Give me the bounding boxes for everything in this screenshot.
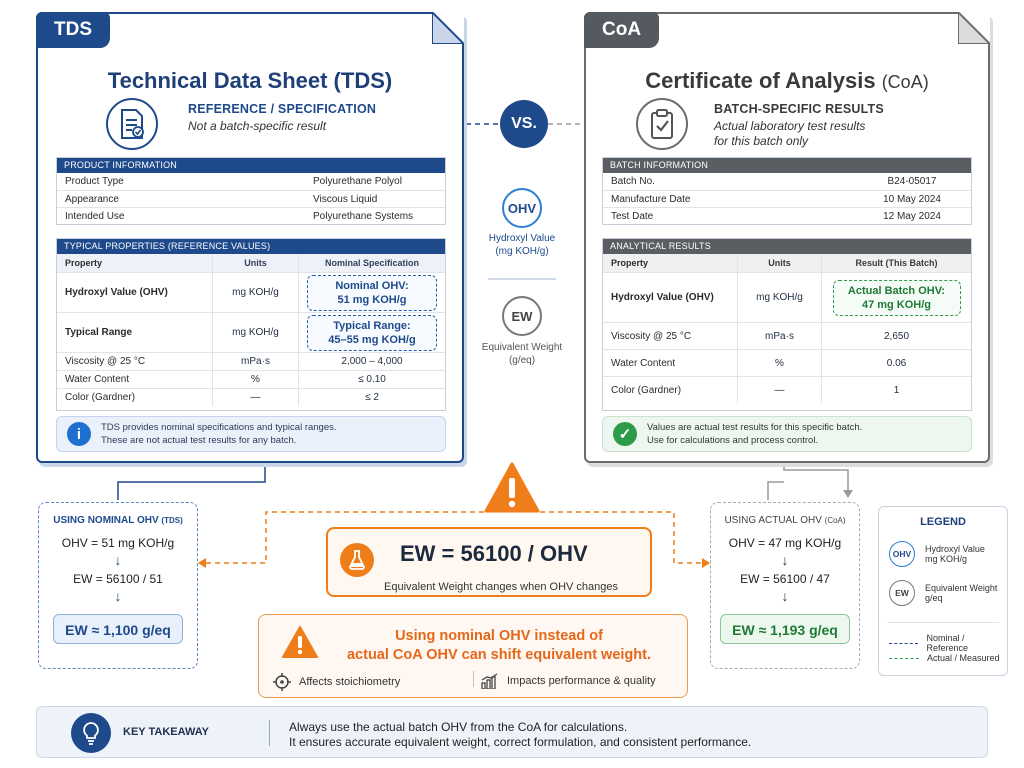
actual-calc-heading	[711, 515, 859, 526]
column-header: Property	[611, 258, 649, 268]
page-fold-icon	[958, 12, 990, 44]
highlight-line: Actual Batch OHV:	[847, 284, 946, 297]
dashed-line-green	[889, 658, 919, 659]
coa-sub-text: for this batch only	[714, 134, 809, 148]
cell-label: Manufacture Date	[611, 193, 691, 205]
coa-title	[586, 68, 988, 94]
tds-sub-heading: REFERENCE / SPECIFICATION	[188, 102, 377, 116]
legend-text: g/eq	[925, 593, 943, 603]
cell-value: Viscous Liquid	[313, 193, 378, 205]
cell-label: Intended Use	[65, 210, 125, 222]
warning-icon	[484, 462, 540, 514]
arrow-down-icon: ↓	[114, 552, 122, 568]
nominal-calc-heading	[39, 515, 197, 526]
lightbulb-icon	[71, 713, 111, 753]
coa-tag: CoA	[584, 12, 659, 48]
cell-label: Test Date	[611, 210, 654, 222]
cell-label: Water Content	[611, 357, 676, 369]
typical-range-highlight	[307, 315, 437, 351]
legend-text: Nominal / Reference	[926, 633, 968, 653]
coa-title-abbr: (CoA)	[881, 72, 929, 92]
ew-formula-box	[326, 527, 652, 597]
flask-icon	[340, 543, 374, 577]
table-header-row	[603, 254, 971, 272]
caution-box	[258, 614, 688, 698]
table-row	[57, 370, 445, 388]
cell-value: 2,000 – 4,000	[298, 353, 445, 370]
clipboard-check-icon	[636, 98, 688, 150]
cell-units: mPa·s	[212, 353, 298, 370]
ew-icon: EW	[889, 580, 915, 606]
feature-text: Impacts performance & quality	[507, 675, 656, 687]
cell-units: mg KOH/g	[737, 273, 821, 322]
cell-units: mg KOH/g	[212, 313, 298, 352]
column-header: Result (This Batch)	[821, 254, 971, 272]
cell-units: mg KOH/g	[212, 273, 298, 312]
coa-sub-heading: BATCH-SPECIFIC RESULTS	[714, 102, 884, 116]
info-icon: i	[67, 422, 91, 446]
legend-text: Actual / Measured	[927, 653, 1000, 663]
nominal-calc-box	[38, 502, 198, 669]
legend-text: Hydroxyl Value	[925, 544, 985, 554]
tds-sub-text: Not a batch-specific result	[188, 119, 327, 133]
checkmark-icon: ✓	[613, 422, 637, 446]
legend-item-ew	[889, 580, 997, 606]
heading-tag: (TDS)	[161, 516, 183, 525]
crosshair-icon	[273, 673, 291, 691]
actual-calc-box	[710, 502, 860, 669]
coa-batch-info-header: BATCH INFORMATION	[603, 158, 971, 173]
divider	[887, 622, 999, 623]
cell-label: Batch No.	[611, 176, 655, 187]
table-row	[57, 388, 445, 406]
cell-label: Appearance	[65, 193, 119, 205]
table-row	[603, 322, 971, 349]
highlight-line: Typical Range:	[333, 319, 411, 332]
coa-analytical-table	[602, 238, 972, 411]
takeaway-line: It ensures accurate equivalent weight, correct formulation, and consistent performance.	[289, 735, 752, 749]
column-header: Units	[737, 254, 821, 272]
tds-title: Technical Data Sheet (TDS)	[107, 68, 393, 93]
cell-label: Viscosity @ 25 °C	[611, 330, 692, 342]
table-row	[603, 376, 971, 403]
coa-sub-text: Actual laboratory test results	[714, 119, 866, 133]
cell-value	[298, 273, 445, 312]
coa-subtitle	[714, 102, 884, 149]
heading-text: USING NOMINAL OHV	[53, 515, 159, 526]
cell-value: 2,650	[821, 323, 971, 349]
arrow-down-icon: ↓	[114, 588, 122, 604]
note-line: Use for calculations and process control.	[647, 435, 819, 446]
feature-stoichiometry	[273, 673, 400, 691]
highlight-line: 45–55 mg KOH/g	[328, 333, 416, 346]
tds-tag: TDS	[36, 12, 110, 48]
cell-value: B24-05017	[887, 176, 937, 187]
cell-label: Hydroxyl Value (OHV)	[65, 287, 168, 298]
calc-line: EW = 56100 / 51	[73, 572, 163, 586]
table-row	[57, 352, 445, 370]
nominal-ew-result: EW ≈ 1,100 g/eq	[53, 614, 183, 644]
label-line: (mg KOH/g)	[495, 246, 549, 257]
column-header: Property	[65, 258, 103, 268]
arrow-down-icon: ↓	[781, 552, 789, 568]
arrow-down-icon: ↓	[781, 588, 789, 604]
table-header-row	[57, 254, 445, 272]
cell-label: Color (Gardner)	[611, 384, 682, 396]
coa-title-main: Certificate of Analysis	[645, 68, 876, 93]
cell-units: %	[737, 350, 821, 376]
note-line: Values are actual test results for this specific batch.	[647, 422, 863, 433]
cell-units: —	[212, 389, 298, 406]
label-line: Equivalent Weight	[481, 342, 563, 353]
legend-item-ohv	[889, 541, 985, 567]
tds-typical-header: TYPICAL PROPERTIES (REFERENCE VALUES)	[57, 239, 445, 254]
calc-line: OHV = 51 mg KOH/g	[61, 536, 175, 550]
coa-note	[602, 416, 972, 452]
ew-label	[462, 341, 582, 367]
legend-text: Equivalent Weight	[925, 583, 998, 593]
actual-ew-result: EW ≈ 1,193 g/eq	[720, 614, 850, 644]
table-row	[603, 207, 971, 224]
cell-label: Typical Range	[65, 327, 133, 338]
label-line: Hydroxyl Value	[488, 233, 556, 244]
divider	[269, 720, 270, 746]
bar-chart-icon	[481, 673, 499, 689]
cell-label: Color (Gardner)	[65, 392, 136, 403]
dashed-line-blue	[889, 643, 918, 644]
legend-title: LEGEND	[920, 516, 966, 528]
tds-typical-properties-table	[56, 238, 446, 411]
legend	[878, 506, 1008, 676]
tds-note	[56, 416, 446, 452]
legend-text: mg KOH/g	[925, 554, 968, 564]
caution-text	[339, 627, 659, 665]
table-row	[57, 207, 445, 224]
cell-value: ≤ 0.10	[298, 371, 445, 388]
cell-value: Polyurethane Systems	[313, 210, 414, 222]
table-row-ohv	[57, 272, 445, 312]
takeaway-message	[289, 720, 751, 750]
divider	[473, 671, 474, 687]
cell-label: Viscosity @ 25 °C	[65, 356, 146, 367]
highlight-line: 51 mg KOH/g	[337, 293, 407, 306]
cell-value: 12 May 2024	[883, 210, 941, 222]
table-row-range	[57, 312, 445, 352]
note-line: These are not actual test results for any batch.	[101, 435, 297, 446]
table-row	[57, 173, 445, 190]
heading-text: USING ACTUAL OHV	[724, 515, 822, 526]
cell-units: %	[212, 371, 298, 388]
cell-value: ≤ 2	[298, 389, 445, 406]
takeaway-label: KEY TAKEAWAY	[123, 726, 209, 738]
tds-card	[36, 12, 464, 463]
cell-label: Hydroxyl Value (OHV)	[611, 292, 714, 303]
ohv-label	[462, 232, 582, 258]
formula-caption: Equivalent Weight changes when OHV changes	[384, 581, 618, 593]
column-header: Nominal Specification	[298, 254, 445, 272]
ew-formula: EW = 56100 / OHV	[400, 541, 588, 566]
nominal-ohv-highlight	[307, 275, 437, 311]
cell-value: 0.06	[821, 350, 971, 376]
column-header: Units	[212, 254, 298, 272]
tds-subtitle	[188, 102, 376, 134]
cell-label: Water Content	[65, 374, 130, 385]
feature-performance	[481, 673, 656, 689]
note-line: TDS provides nominal specifications and typical ranges.	[101, 422, 337, 433]
calc-line: OHV = 47 mg KOH/g	[728, 536, 842, 550]
vs-badge: VS.	[500, 100, 548, 148]
table-row	[603, 190, 971, 207]
table-row-ohv	[603, 272, 971, 322]
caution-line: actual CoA OHV can shift equivalent weight.	[346, 647, 651, 663]
takeaway-line: Always use the actual batch OHV from the CoA for calculations.	[289, 720, 628, 734]
tds-product-info-table	[56, 157, 446, 225]
cell-value	[821, 273, 971, 322]
table-row	[603, 173, 971, 190]
calc-line: EW = 56100 / 47	[740, 572, 830, 586]
table-row	[603, 349, 971, 376]
legend-item-nominal	[889, 633, 1007, 653]
cell-value: 10 May 2024	[883, 193, 941, 205]
ew-icon: EW	[502, 296, 542, 336]
coa-analytical-header: ANALYTICAL RESULTS	[603, 239, 971, 254]
label-line: (g/eq)	[508, 355, 536, 366]
highlight-line: Nominal OHV:	[335, 279, 409, 292]
cell-value: Polyurethane Polyol	[313, 176, 402, 187]
feature-text: Affects stoichiometry	[299, 676, 401, 688]
heading-tag: (CoA)	[824, 516, 846, 525]
warning-icon	[281, 625, 319, 659]
highlight-line: 47 mg KOH/g	[861, 298, 932, 311]
legend-item-measured	[889, 653, 1000, 663]
cell-value	[298, 313, 445, 352]
ohv-icon: OHV	[889, 541, 915, 567]
key-takeaway-bar	[36, 706, 988, 758]
coa-card	[584, 12, 990, 463]
table-row	[57, 190, 445, 207]
ohv-icon: OHV	[502, 188, 542, 228]
coa-batch-info-table	[602, 157, 972, 225]
caution-line: Using nominal OHV instead of	[395, 628, 603, 644]
cell-value: 1	[821, 377, 971, 403]
cell-units: mPa·s	[737, 323, 821, 349]
actual-ohv-highlight	[833, 280, 961, 316]
document-check-icon	[106, 98, 158, 150]
tds-product-info-header: PRODUCT INFORMATION	[57, 158, 445, 173]
page-fold-icon	[432, 12, 464, 44]
cell-units: —	[737, 377, 821, 403]
cell-label: Product Type	[65, 176, 124, 187]
